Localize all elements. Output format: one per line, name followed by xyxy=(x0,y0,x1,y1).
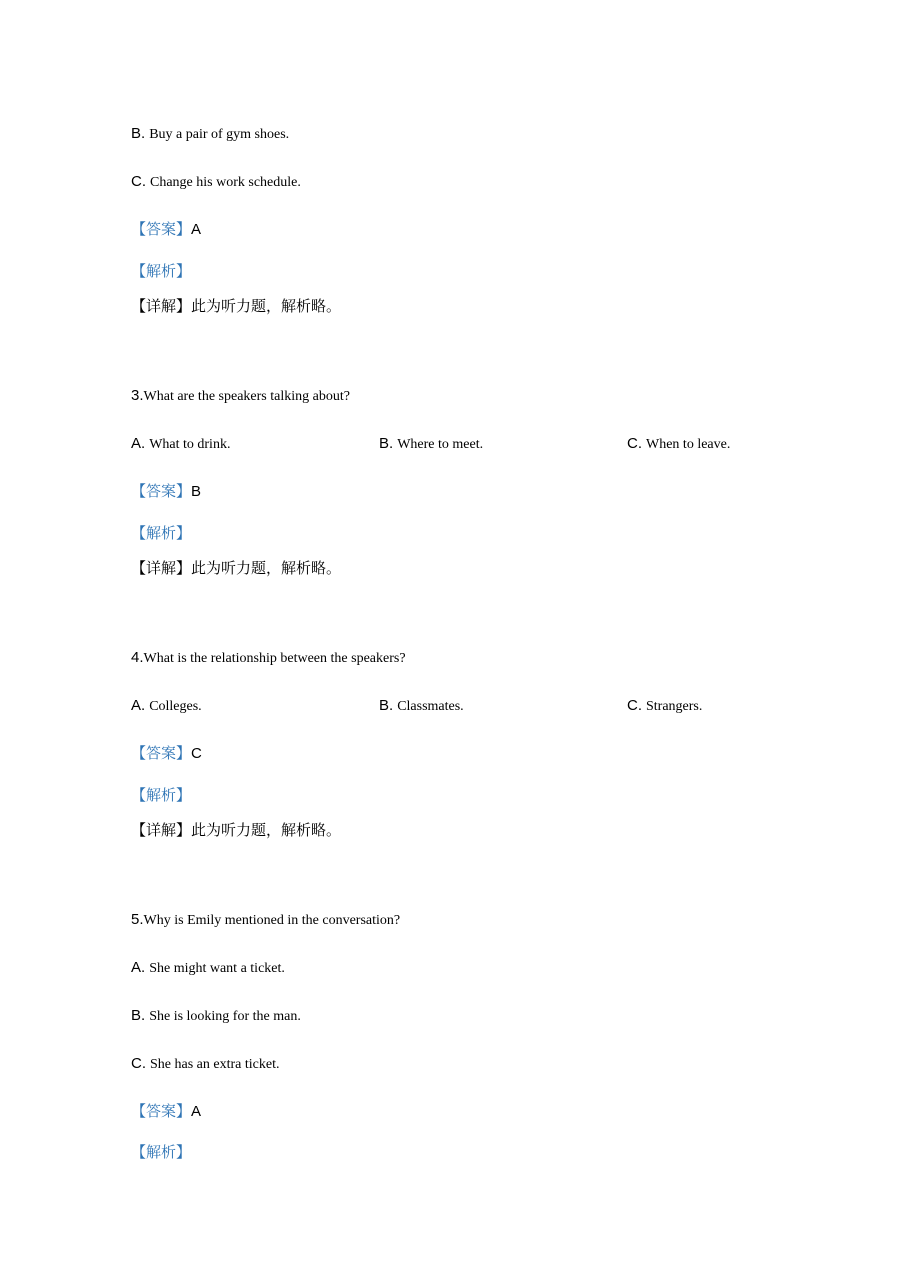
q3-question xyxy=(131,386,350,407)
question-number: 3. xyxy=(131,387,144,404)
q3-analysis xyxy=(131,523,191,545)
answer-value: A xyxy=(191,1103,202,1120)
option-text: Classmates. xyxy=(397,699,464,714)
q3-options xyxy=(131,434,871,454)
option-text: She is looking for the man. xyxy=(149,1009,301,1024)
option-letter: A. xyxy=(131,435,146,452)
q3-answer xyxy=(131,481,201,503)
q4-option-b xyxy=(379,696,464,717)
option-text: What to drink. xyxy=(149,437,231,452)
option-text: Where to meet. xyxy=(397,437,484,452)
q5-option-a xyxy=(131,958,285,979)
q4-answer xyxy=(131,743,202,765)
answer-tag: 【答案】 xyxy=(131,482,192,500)
option-text: Colleges. xyxy=(149,699,202,714)
analysis-tag: 【解析】 xyxy=(131,786,192,804)
q3-option-b xyxy=(379,434,483,455)
detail-tag: 【详解】 xyxy=(131,821,192,839)
q4-analysis xyxy=(131,785,191,807)
option-letter: B. xyxy=(131,125,146,142)
option-letter: B. xyxy=(379,435,394,452)
q3-option-c xyxy=(627,434,730,455)
option-text: Buy a pair of gym shoes. xyxy=(149,127,290,142)
q4-options xyxy=(131,696,871,716)
q2-option-b xyxy=(131,124,289,145)
answer-tag: 【答案】 xyxy=(131,1102,192,1120)
option-text: Strangers. xyxy=(646,699,703,714)
option-letter: C. xyxy=(627,435,642,452)
option-letter: A. xyxy=(131,959,146,976)
detail-text: 此为听力题，解析略。 xyxy=(191,297,342,315)
analysis-tag: 【解析】 xyxy=(131,262,192,280)
analysis-tag: 【解析】 xyxy=(131,1143,192,1161)
q5-answer xyxy=(131,1101,201,1123)
question-text: What are the speakers talking about? xyxy=(143,389,350,404)
option-letter: C. xyxy=(131,173,146,190)
q3-detail xyxy=(131,558,341,580)
option-text: When to leave. xyxy=(646,437,731,452)
q3-option-a xyxy=(131,434,230,455)
q5-question xyxy=(131,910,400,931)
option-text: Change his work schedule. xyxy=(150,175,301,190)
q4-option-a xyxy=(131,696,202,717)
q2-detail xyxy=(131,296,341,318)
detail-tag: 【详解】 xyxy=(131,297,192,315)
detail-text: 此为听力题，解析略。 xyxy=(191,821,342,839)
q4-detail xyxy=(131,820,341,842)
q2-option-c xyxy=(131,172,301,193)
answer-value: C xyxy=(191,745,202,762)
detail-text: 此为听力题，解析略。 xyxy=(191,559,342,577)
analysis-tag: 【解析】 xyxy=(131,524,192,542)
question-number: 4. xyxy=(131,649,144,666)
option-letter: A. xyxy=(131,697,146,714)
question-text: Why is Emily mentioned in the conversation? xyxy=(143,913,401,928)
answer-tag: 【答案】 xyxy=(131,220,192,238)
answer-value: B xyxy=(191,483,202,500)
q5-option-b xyxy=(131,1006,301,1027)
answer-value: A xyxy=(191,221,202,238)
q4-question xyxy=(131,648,406,669)
detail-tag: 【详解】 xyxy=(131,559,192,577)
q2-answer xyxy=(131,219,201,241)
option-letter: C. xyxy=(131,1055,146,1072)
option-letter: C. xyxy=(627,697,642,714)
answer-tag: 【答案】 xyxy=(131,744,192,762)
option-text: She might want a ticket. xyxy=(149,961,285,976)
q5-analysis xyxy=(131,1142,191,1164)
q5-option-c xyxy=(131,1054,279,1075)
question-text: What is the relationship between the speakers? xyxy=(143,651,406,666)
question-number: 5. xyxy=(131,911,144,928)
option-letter: B. xyxy=(131,1007,146,1024)
q4-option-c xyxy=(627,696,702,717)
option-text: She has an extra ticket. xyxy=(150,1057,280,1072)
q2-analysis xyxy=(131,261,191,283)
option-letter: B. xyxy=(379,697,394,714)
